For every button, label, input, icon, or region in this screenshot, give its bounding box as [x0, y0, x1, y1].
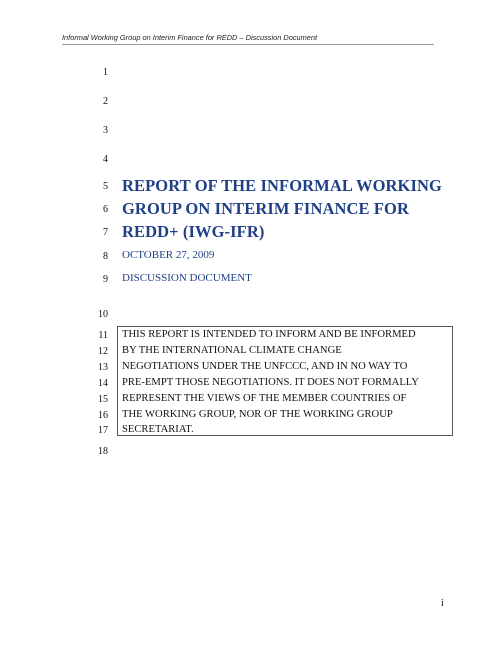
line-number: 3	[103, 125, 108, 136]
line-number: 13	[98, 362, 108, 373]
line-number: 15	[98, 394, 108, 405]
line-number: 16	[98, 410, 108, 421]
line-number: 1	[103, 67, 108, 78]
line-number: 11	[98, 330, 108, 341]
report-title-line: REPORT OF THE INFORMAL WORKING	[122, 176, 442, 195]
disclaimer-line: PRE-EMPT THOSE NEGOTIATIONS. IT DOES NOT FORMALLY	[122, 377, 419, 388]
header-rule	[62, 44, 434, 45]
report-date: OCTOBER 27, 2009	[122, 249, 215, 261]
line-number: 14	[98, 378, 108, 389]
line-number: 4	[103, 154, 108, 165]
disclaimer-line: SECRETARIAT.	[122, 424, 194, 435]
line-number: 7	[103, 227, 108, 238]
report-title-line: REDD+ (IWG-IFR)	[122, 222, 265, 241]
line-number: 10	[98, 309, 108, 320]
line-number: 12	[98, 346, 108, 357]
line-number: 2	[103, 96, 108, 107]
page-number: i	[441, 598, 444, 609]
disclaimer-line: NEGOTIATIONS UNDER THE UNFCCC, AND IN NO WAY TO	[122, 361, 408, 372]
disclaimer-line: THE WORKING GROUP, NOR OF THE WORKING GROUP	[122, 409, 393, 420]
report-title-line: GROUP ON INTERIM FINANCE FOR	[122, 199, 409, 218]
disclaimer-line: THIS REPORT IS INTENDED TO INFORM AND BE INFORMED	[122, 329, 416, 340]
line-number: 18	[98, 446, 108, 457]
document-type: DISCUSSION DOCUMENT	[122, 272, 252, 284]
line-number: 6	[103, 204, 108, 215]
line-number: 17	[98, 425, 108, 436]
disclaimer-line: BY THE INTERNATIONAL CLIMATE CHANGE	[122, 345, 342, 356]
line-number: 5	[103, 181, 108, 192]
line-number: 8	[103, 251, 108, 262]
disclaimer-line: REPRESENT THE VIEWS OF THE MEMBER COUNTRIES OF	[122, 393, 407, 404]
line-number: 9	[103, 274, 108, 285]
running-header: Informal Working Group on Interim Finance for REDD – Discussion Document	[62, 33, 318, 42]
